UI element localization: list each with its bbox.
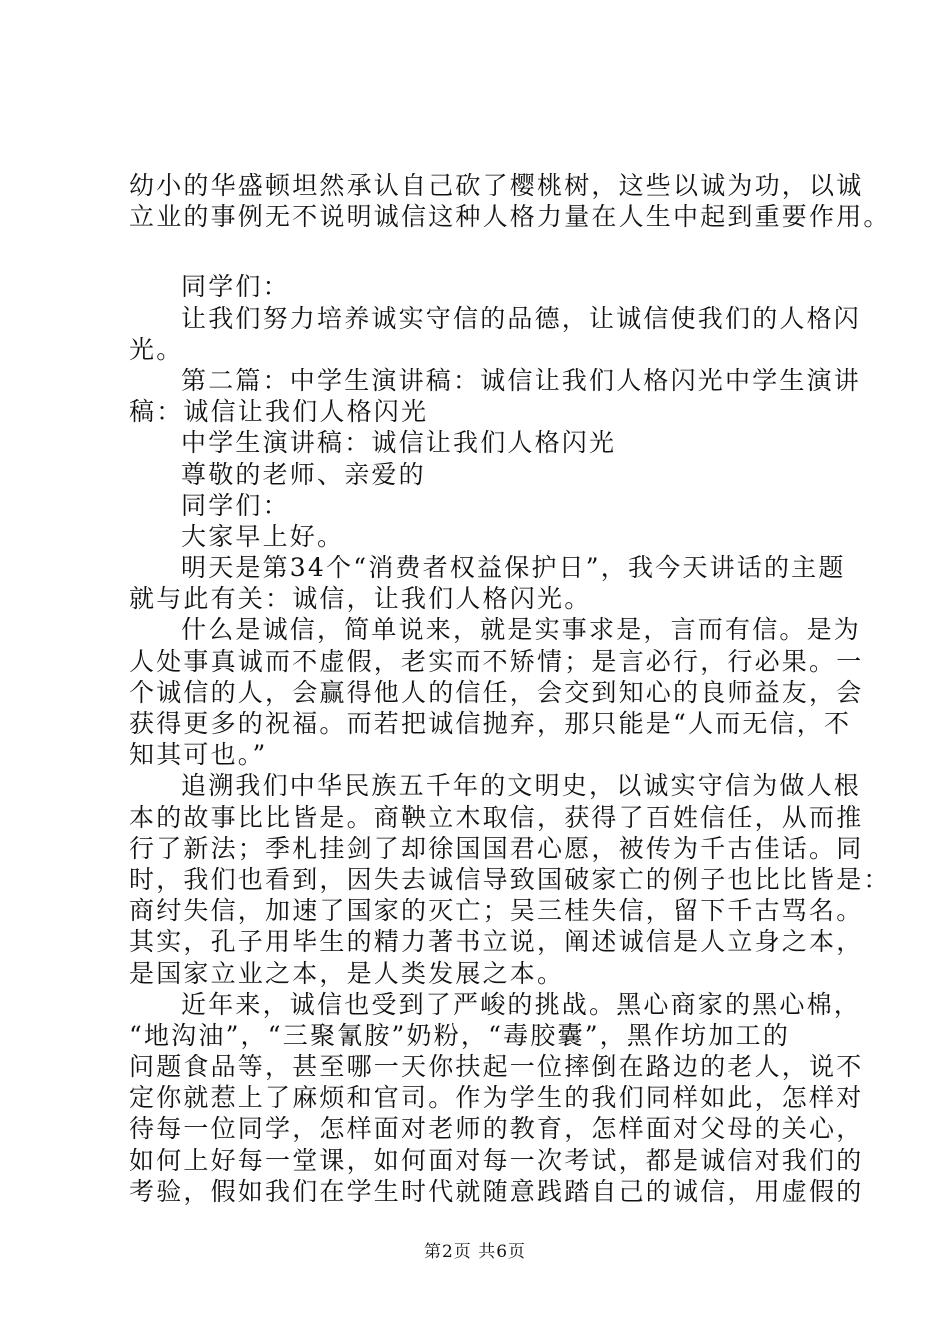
text-line: 个诚信的人，会赢得他人的信任，会交到知心的良师益友，会 [129, 677, 864, 707]
text-line: 稿：诚信让我们人格闪光 [129, 397, 429, 427]
text-line: 光。 [129, 334, 184, 364]
text-line: 本的故事比比皆是。商鞅立木取信，获得了百姓信任，从而推 [129, 802, 864, 832]
text-line: 获得更多的祝福。而若把诚信抛弃，那只能是“人而无信，不 [129, 709, 852, 738]
text-line: “地沟油”，“三聚氰胺”奶粉，“毒胶囊”，黑作坊加工的 [129, 1020, 791, 1050]
text-line: 大家早上好。 [181, 521, 345, 551]
text-line: 中学生演讲稿：诚信让我们人格闪光 [181, 428, 617, 458]
text-line: 近年来，诚信也受到了严峻的挑战。黑心商家的黑心棉， [181, 989, 862, 1019]
text-line: 其实，孔子用毕生的精力著书立说，阐述诚信是人立身之本， [129, 927, 864, 957]
text-line: 定你就惹上了麻烦和官司。作为学生的我们同样如此，怎样对 [129, 1083, 864, 1113]
text-line: 问题食品等，甚至哪一天你扶起一位摔倒在路边的老人，说不 [129, 1052, 864, 1082]
text-line: 尊敬的老师、亲爱的 [181, 459, 426, 489]
text-line: 商纣失信，加速了国家的灭亡；吴三桂失信，留下千古骂名。 [129, 896, 864, 926]
text-line: 立业的事例无不说明诚信这种人格力量在人生中起到重要作用。 [129, 202, 891, 232]
text-line: 第二篇：中学生演讲稿：诚信让我们人格闪光中学生演讲 [181, 365, 862, 395]
text-line: 同学们： [181, 490, 290, 520]
text-line: 考验，假如我们在学生时代就随意践踏自己的诚信，用虚假的 [129, 1176, 864, 1206]
text-line: 是国家立业之本，是人类发展之本。 [129, 958, 565, 988]
text-line: 追溯我们中华民族五千年的文明史，以诚实守信为做人根 [181, 771, 862, 801]
text-line: 待每一位同学，怎样面对老师的教育，怎样面对父母的关心， [129, 1114, 864, 1144]
text-line: 行了新法；季札挂剑了却徐国国君心愿，被传为千古佳话。同 [129, 833, 864, 863]
text-line: 明天是第34个“消费者权益保护日”，我今天讲话的主题 [181, 553, 846, 583]
text-line: 同学们： [181, 272, 290, 302]
text-line: 如何上好每一堂课，如何面对每一次考试，都是诚信对我们的 [129, 1145, 864, 1175]
document-body [129, 170, 891, 1207]
page-footer: 第2页 共6页 [423, 1242, 527, 1262]
text-line: 让我们努力培养诚实守信的品德，让诚信使我们的人格闪 [181, 303, 862, 333]
paragraph-gap [129, 232, 849, 271]
text-line: 时，我们也看到，因失去诚信导致国破家亡的例子也比比皆是： [129, 864, 891, 894]
text-line: 人处事真诚而不虚假，老实而不矫情；是言必行，行必果。一 [129, 646, 864, 676]
text-line: 就与此有关：诚信，让我们人格闪光。 [129, 584, 592, 614]
text-line: 幼小的华盛顿坦然承认自己砍了樱桃树，这些以诚为功，以诚 [129, 171, 864, 200]
text-line: 知其可也。” [129, 740, 268, 770]
text-line: 什么是诚信，简单说来，就是实事求是，言而有信。是为 [181, 615, 862, 645]
